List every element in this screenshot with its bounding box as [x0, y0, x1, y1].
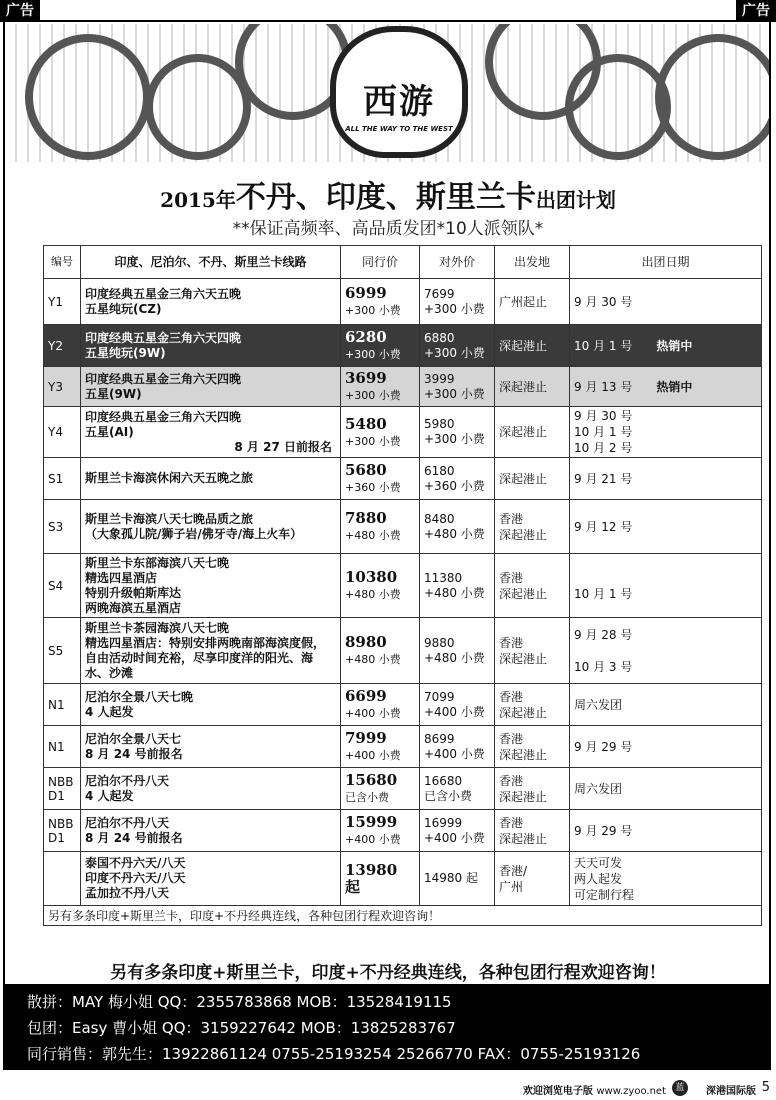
- route-name: 尼泊尔不丹八天 8 月 24 号前报名: [85, 815, 183, 845]
- departure-dates: 9 月 21 号: [574, 471, 633, 486]
- departure-dates: 10 月 1 号: [574, 338, 633, 353]
- departure-dates: 9 月 13 号: [574, 379, 633, 394]
- public-fee: +480 小费: [424, 650, 485, 665]
- dates-cell: [570, 325, 762, 367]
- peer-price-cell: [341, 500, 420, 554]
- route-code: [44, 768, 81, 810]
- route-name: 尼泊尔全景八天七晚 4 人起发: [85, 689, 194, 719]
- peer-fee: +300 小费: [345, 434, 401, 448]
- route-cell: [81, 684, 341, 726]
- public-price-cell: [420, 407, 495, 458]
- hot-sale-badge: 热销中: [656, 379, 693, 394]
- departure-cell: [495, 726, 570, 768]
- ad-label-left: 广告: [0, 0, 40, 22]
- peer-price: 7880: [345, 509, 387, 527]
- route-code-text: S3: [48, 519, 64, 534]
- peer-price-cell: [341, 618, 420, 684]
- dates-cell: [570, 852, 762, 906]
- public-price: 5980: [424, 417, 455, 431]
- departure-cell: [495, 554, 570, 618]
- departure-cell: [495, 325, 570, 367]
- departure-text: 深起港止: [499, 425, 548, 439]
- table-row: [44, 768, 762, 810]
- route-cell: [81, 458, 341, 500]
- departure-text: 香港 深起港止: [499, 689, 548, 720]
- peer-price-cell: [341, 768, 420, 810]
- peer-price-cell: [341, 279, 420, 325]
- departure-cell: [495, 810, 570, 852]
- peer-price-cell: [341, 407, 420, 458]
- departure-cell: [495, 458, 570, 500]
- contact-line-sales: 同行销售：郭先生：13922861124 0755-25193254 25266770 FAX：0755-25193126: [27, 1045, 641, 1063]
- route-name: 斯里兰卡茶园海滨八天七晚 精选四星酒店：特别安排两晚南部海滨度假，自由活动时间充裕，尽享印度洋的阳光、海水、沙滩: [85, 620, 326, 680]
- logo-tagline: ALL THE WAY TO THE WEST: [345, 125, 453, 133]
- route-code-text: Y4: [48, 425, 63, 439]
- route-name: 印度经典五星金三角六天四晚 五星(AI): [85, 409, 242, 439]
- table-row: [44, 325, 762, 367]
- public-fee: +480 小费: [424, 585, 485, 600]
- departure-dates: 天天可发 两人起发 可定制行程: [574, 855, 635, 902]
- peer-price: 3699: [345, 369, 387, 387]
- route-cell: [81, 325, 341, 367]
- dates-cell: [570, 407, 762, 458]
- edition-icon: 蓝: [672, 1080, 688, 1096]
- peer-fee: +400 小费: [345, 833, 401, 846]
- route-code-text: S4: [48, 578, 64, 593]
- public-price-cell: [420, 852, 495, 906]
- departure-text: 深起港止: [499, 379, 548, 394]
- departure-dates: 9 月 12 号: [574, 519, 633, 534]
- departure-dates: 周六发团: [574, 697, 623, 712]
- page-subtitle: **保证高频率、高品质发团*10人派领队*: [232, 219, 544, 239]
- departure-cell: [495, 852, 570, 906]
- public-price-cell: [420, 325, 495, 367]
- footer-edition: 深港国际版: [706, 1086, 756, 1097]
- dates-cell: [570, 684, 762, 726]
- contact-line-charter: 包团：Easy 曹小姐 QQ：3159227642 MOB：13825283767: [27, 1019, 456, 1037]
- route-code: [44, 325, 81, 367]
- dates-cell: [570, 810, 762, 852]
- departure-dates: 9 月 30 号 10 月 1 号 10 月 2 号: [574, 409, 633, 455]
- route-cell: [81, 852, 341, 906]
- swirl-decoration: [655, 34, 769, 160]
- public-price-cell: [420, 684, 495, 726]
- public-fee: 已含小费: [424, 788, 473, 803]
- header-code: 编号: [44, 246, 81, 279]
- departure-text: 香港 深起港止: [499, 635, 548, 666]
- peer-price: 6699: [345, 687, 387, 705]
- departure-text: 香港/ 广州: [499, 863, 528, 894]
- departure-text: 香港 深起港止: [499, 511, 548, 542]
- departure-text: 香港 深起港止: [499, 731, 548, 762]
- table-row: [44, 618, 762, 684]
- public-price: 9880: [424, 635, 455, 650]
- public-price: 11380: [424, 570, 463, 585]
- public-price: 8480: [424, 511, 455, 526]
- peer-price: 13980 起: [345, 860, 398, 896]
- departure-text: 深起港止: [499, 471, 548, 486]
- route-name: 斯里兰卡海滨休闲六天五晚之旅: [85, 471, 254, 485]
- peer-price: 5480: [345, 414, 387, 433]
- route-code: [44, 279, 81, 325]
- peer-fee: +480 小费: [345, 653, 401, 666]
- peer-fee: +480 小费: [345, 588, 401, 601]
- public-fee: +400 小费: [424, 704, 485, 719]
- route-cell: [81, 810, 341, 852]
- page-footer: [0, 1078, 776, 1100]
- route-name: 尼泊尔全景八天七 8 月 24 号前报名: [85, 731, 183, 761]
- public-price-cell: [420, 768, 495, 810]
- peer-fee: 已含小费: [345, 791, 389, 804]
- public-fee: +400 小费: [424, 830, 485, 845]
- public-price-cell: [420, 554, 495, 618]
- route-code: [44, 367, 81, 407]
- peer-price-cell: [341, 852, 420, 906]
- header-peer-price: 同行价: [341, 246, 420, 279]
- table-row: [44, 279, 762, 325]
- footer-brand-text: 欢迎浏览电子版: [522, 1086, 593, 1097]
- dates-cell: [570, 500, 762, 554]
- departure-dates: 9 月 29 号: [574, 739, 633, 754]
- peer-price-cell: [341, 325, 420, 367]
- route-code: [44, 810, 81, 852]
- table-row: [44, 684, 762, 726]
- route-code: [44, 554, 81, 618]
- header-public-price: 对外价: [420, 246, 495, 279]
- table-row: [44, 852, 762, 906]
- footer-site: www.zyoo.net: [596, 1086, 666, 1097]
- departure-cell: [495, 500, 570, 554]
- peer-price-cell: [341, 684, 420, 726]
- public-price: 6180: [424, 463, 455, 478]
- departure-cell: [495, 768, 570, 810]
- hot-sale-badge: 热销中: [656, 338, 693, 353]
- public-price: 7099: [424, 689, 455, 704]
- route-name: 尼泊尔不丹八天 4 人起发: [85, 773, 170, 803]
- table-footnote: 另有多条印度+斯里兰卡，印度+不丹经典连线，各种包团行程欢迎咨询！: [44, 906, 762, 926]
- peer-price: 8980: [345, 633, 387, 651]
- departure-dates: 周六发团: [574, 781, 623, 796]
- public-price-cell: [420, 618, 495, 684]
- ad-label-right: 广告: [736, 0, 776, 22]
- public-fee: +360 小费: [424, 478, 485, 493]
- peer-fee: +300 小费: [345, 348, 401, 361]
- route-code: [44, 458, 81, 500]
- route-cell: [81, 407, 341, 458]
- public-fee: +300 小费: [424, 301, 485, 316]
- public-price: 16680: [424, 773, 463, 788]
- route-code-text: N1: [48, 739, 65, 754]
- route-cell: [81, 618, 341, 684]
- route-name: 斯里兰卡海滨八天七晚品质之旅 （大象孤儿院/狮子岩/佛牙寺/海上火车）: [85, 511, 303, 541]
- departure-cell: [495, 407, 570, 458]
- public-price: 14980 起: [424, 871, 478, 885]
- departure-cell: [495, 618, 570, 684]
- route-cell: [81, 500, 341, 554]
- header-dates: 出团日期: [570, 246, 762, 279]
- departure-text: 香港 深起港止: [499, 570, 548, 601]
- departure-text: 香港 深起港止: [499, 773, 548, 804]
- route-code: [44, 618, 81, 684]
- route-code-text: S5: [48, 643, 64, 658]
- public-price-cell: [420, 367, 495, 407]
- table-row: [44, 407, 762, 458]
- peer-fee: +300 小费: [345, 304, 401, 317]
- table-row: [44, 726, 762, 768]
- dates-cell: [570, 618, 762, 684]
- table-row: [44, 810, 762, 852]
- brand-logo: [330, 26, 468, 158]
- dates-cell: [570, 726, 762, 768]
- public-price: 16999: [424, 815, 463, 830]
- public-price-cell: [420, 726, 495, 768]
- schedule-table: [43, 245, 762, 926]
- public-price-cell: [420, 458, 495, 500]
- title-destinations: 不丹、印度、斯里兰卡: [235, 180, 536, 215]
- route-code-text: S1: [48, 471, 64, 486]
- route-name: 印度经典五星金三角六天四晚 五星(9W): [85, 371, 242, 401]
- departure-dates: 9 月 28 号 10 月 3 号: [574, 627, 633, 674]
- peer-price-cell: [341, 810, 420, 852]
- contact-panel: [5, 984, 769, 1068]
- route-code: [44, 726, 81, 768]
- dates-cell: [570, 279, 762, 325]
- page-title: [0, 172, 776, 216]
- public-price: 3999: [424, 371, 455, 386]
- route-cell: [81, 554, 341, 618]
- peer-fee: +400 小费: [345, 749, 401, 762]
- peer-price-cell: [341, 554, 420, 618]
- route-code-text: NBB D1: [48, 774, 74, 803]
- departure-cell: [495, 367, 570, 407]
- public-fee: +300 小费: [424, 432, 485, 446]
- public-fee: +300 小费: [424, 386, 485, 401]
- peer-fee: +480 小费: [345, 529, 401, 542]
- public-fee: +300 小费: [424, 345, 485, 360]
- public-price-cell: [420, 279, 495, 325]
- table-row: [44, 500, 762, 554]
- peer-price-cell: [341, 367, 420, 407]
- route-name: 印度经典五星金三角六天四晚 五星纯玩(9W): [85, 330, 242, 360]
- dates-cell: [570, 554, 762, 618]
- route-code: [44, 684, 81, 726]
- public-price: 6880: [424, 330, 455, 345]
- peer-fee: +400 小费: [345, 707, 401, 720]
- table-row: [44, 367, 762, 407]
- footer-brand: [523, 1082, 666, 1097]
- departure-cell: [495, 684, 570, 726]
- departure-cell: [495, 279, 570, 325]
- peer-price-cell: [341, 458, 420, 500]
- departure-dates: 9 月 30 号: [574, 294, 633, 309]
- route-code-text: NBB D1: [48, 816, 74, 845]
- route-cell: [81, 768, 341, 810]
- public-fee: +480 小费: [424, 526, 485, 541]
- route-cell: [81, 279, 341, 325]
- peer-fee: +300 小费: [345, 389, 401, 402]
- table-footnote-row: [44, 906, 762, 926]
- departure-text: 广州起止: [499, 294, 548, 309]
- public-fee: +400 小费: [424, 746, 485, 761]
- title-suffix: 出团计划: [535, 188, 616, 212]
- route-name: 印度经典五星金三角六天五晚 五星纯玩(CZ): [85, 286, 242, 316]
- table-header-row: [44, 246, 762, 279]
- route-note: 8 月 27 日前报名: [234, 439, 332, 454]
- public-price: 7699: [424, 286, 455, 301]
- route-code: [44, 852, 81, 906]
- route-code-text: Y2: [48, 338, 63, 353]
- route-cell: [81, 726, 341, 768]
- route-code-text: N1: [48, 697, 65, 712]
- departure-dates: 9 月 29 号: [574, 823, 633, 838]
- departure-dates: 10 月 1 号: [574, 586, 633, 601]
- peer-price: 15999: [345, 813, 398, 831]
- route-code: [44, 407, 81, 458]
- table-row: [44, 458, 762, 500]
- call-to-action: 另有多条印度+斯里兰卡，印度+不丹经典连线，各种包团行程欢迎咨询！: [110, 963, 666, 983]
- peer-price-cell: [341, 726, 420, 768]
- public-price-cell: [420, 810, 495, 852]
- peer-price: 6999: [345, 284, 387, 302]
- departure-text: 深起港止: [499, 338, 548, 353]
- route-name: 斯里兰卡东部海滨八天七晚 精选四星酒店 特别升级帕斯库达 两晚海滨五星酒店: [85, 555, 230, 615]
- public-price-cell: [420, 500, 495, 554]
- peer-price: 15680: [345, 771, 398, 789]
- header-route: 印度、尼泊尔、不丹、斯里兰卡线路: [81, 246, 341, 279]
- header-departure: 出发地: [495, 246, 570, 279]
- peer-fee: +360 小费: [345, 481, 401, 494]
- dates-cell: [570, 367, 762, 407]
- swirl-decoration: [25, 34, 151, 160]
- peer-price: 7999: [345, 729, 387, 747]
- contact-line-group: 散拼：MAY 梅小姐 QQ：2355783868 MOB：13528419115: [27, 993, 452, 1011]
- peer-price: 10380: [345, 568, 398, 586]
- dates-cell: [570, 458, 762, 500]
- title-year: 2015年: [160, 188, 236, 212]
- route-code: [44, 500, 81, 554]
- peer-price: 5680: [345, 461, 387, 479]
- page-number: 5: [761, 1080, 770, 1095]
- logo-text: 西游: [363, 82, 435, 122]
- route-cell: [81, 367, 341, 407]
- table-row: [44, 554, 762, 618]
- route-name: 泰国不丹六天/八天 印度不丹六天/八天 孟加拉不丹八天: [85, 856, 186, 900]
- route-code-text: Y1: [48, 294, 63, 309]
- peer-price: 6280: [345, 328, 387, 346]
- route-code-text: Y3: [48, 379, 63, 394]
- public-price: 8699: [424, 731, 455, 746]
- dates-cell: [570, 768, 762, 810]
- departure-text: 香港 深起港止: [499, 815, 548, 846]
